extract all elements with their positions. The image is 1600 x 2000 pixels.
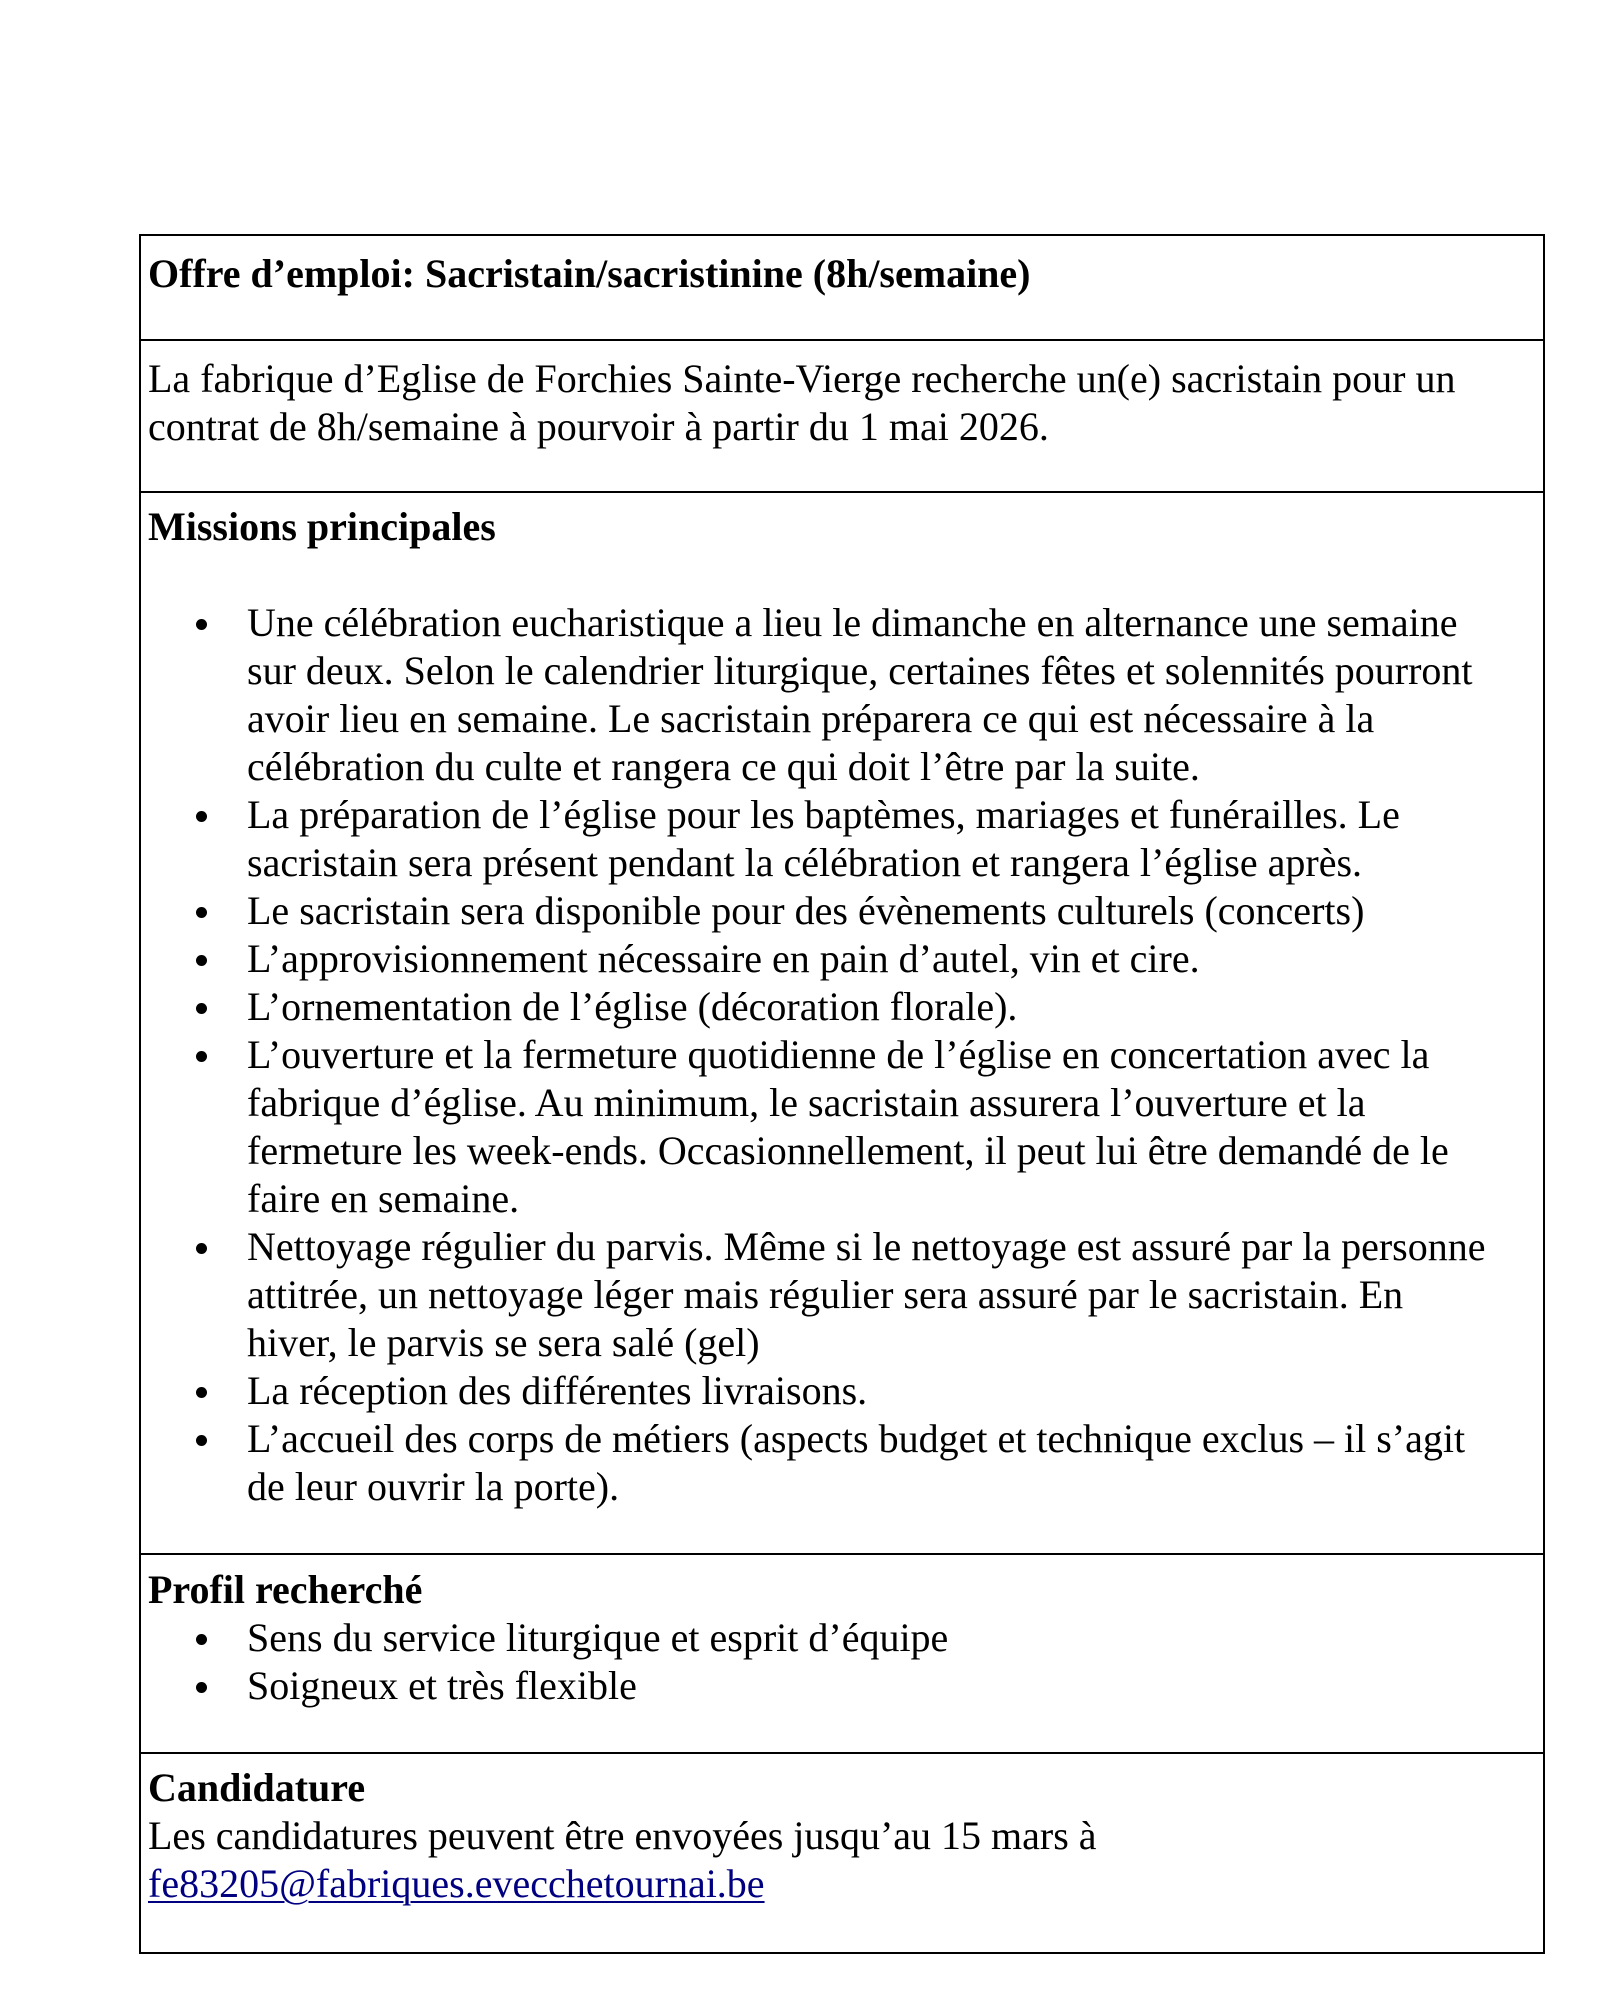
document-title: Offre d’emploi: Sacristain/sacristinine (8h/semaine) [148, 251, 1031, 296]
bullet-dot-icon [196, 1682, 207, 1693]
list-item-line: L’ouverture et la fermeture quotidienne de l’église en concertation avec la [247, 1032, 1430, 1077]
profile-heading: Profil recherché [148, 1567, 423, 1612]
bullet-dot-icon [196, 1243, 207, 1254]
job-offer-table [139, 234, 1545, 1954]
list-item-line: faire en semaine. [247, 1176, 520, 1221]
list-item-line: L’accueil des corps de métiers (aspects budget et technique exclus – il s’agit [247, 1416, 1466, 1461]
list-item-line: célébration du culte et rangera ce qui doit l’être par la suite. [247, 744, 1200, 789]
missions-row [141, 493, 1543, 1555]
intro-line: La fabrique d’Eglise de Forchies Sainte-Vierge recherche un(e) sacristain pour un [148, 356, 1456, 401]
list-item [148, 599, 1537, 791]
list-item-line: Le sacristain sera disponible pour des évènements culturels (concerts) [247, 888, 1365, 933]
list-item-line: La réception des différentes livraisons. [247, 1368, 868, 1413]
bullet-dot-icon [196, 1435, 207, 1446]
list-item [148, 935, 1537, 983]
bullet-dot-icon [196, 907, 207, 918]
bullet-dot-icon [196, 1003, 207, 1014]
list-item [148, 1367, 1537, 1415]
list-item [148, 1223, 1537, 1367]
list-item [148, 887, 1537, 935]
list-item-line: La préparation de l’église pour les baptèmes, mariages et funérailles. Le [247, 792, 1400, 837]
intro-row [141, 341, 1543, 493]
list-item-line: hiver, le parvis se sera salé (gel) [247, 1320, 760, 1365]
list-item [148, 791, 1537, 887]
title-row [141, 236, 1543, 341]
email-link[interactable]: fe83205@fabriques.evecchetournai.be [148, 1861, 765, 1906]
list-item [148, 1614, 1537, 1662]
list-item-line: L’ornementation de l’église (décoration florale). [247, 984, 1018, 1029]
list-item-line: de leur ouvrir la porte). [247, 1464, 620, 1509]
list-item-line: L’approvisionnement nécessaire en pain d’autel, vin et cire. [247, 936, 1200, 981]
application-heading: Candidature [148, 1765, 366, 1810]
profile-row [141, 1555, 1543, 1754]
list-item-line: Soigneux et très flexible [247, 1663, 637, 1708]
missions-heading: Missions principales [148, 504, 496, 549]
application-text: Les candidatures peuvent être envoyées jusqu’au 15 mars à [148, 1813, 1097, 1858]
profile-list [148, 1614, 1537, 1710]
bullet-dot-icon [196, 811, 207, 822]
bullet-dot-icon [196, 955, 207, 966]
intro-paragraph [148, 341, 1537, 451]
bullet-dot-icon [196, 1634, 207, 1645]
application-row [141, 1754, 1543, 1952]
list-item-line: attitrée, un nettoyage léger mais régulier sera assuré par le sacristain. En [247, 1272, 1404, 1317]
list-item-line: fermeture les week-ends. Occasionnellement, il peut lui être demandé de le [247, 1128, 1449, 1173]
list-item [148, 983, 1537, 1031]
list-item [148, 1662, 1537, 1710]
list-item-line: sacristain sera présent pendant la célébration et rangera l’église après. [247, 840, 1363, 885]
bullet-dot-icon [196, 619, 207, 630]
list-item-line: avoir lieu en semaine. Le sacristain préparera ce qui est nécessaire à la [247, 696, 1375, 741]
list-item-line: Une célébration eucharistique a lieu le dimanche en alternance une semaine [247, 600, 1458, 645]
list-item-line: sur deux. Selon le calendrier liturgique, certaines fêtes et solennités pourront [247, 648, 1473, 693]
list-item [148, 1415, 1537, 1511]
list-item-line: Sens du service liturgique et esprit d’équipe [247, 1615, 949, 1660]
list-item-line: Nettoyage régulier du parvis. Même si le nettoyage est assuré par la personne [247, 1224, 1486, 1269]
bullet-dot-icon [196, 1387, 207, 1398]
intro-line: contrat de 8h/semaine à pourvoir à partir du 1 mai 2026. [148, 404, 1049, 449]
missions-list [148, 599, 1537, 1511]
bullet-dot-icon [196, 1051, 207, 1062]
list-item [148, 1031, 1537, 1223]
list-item-line: fabrique d’église. Au minimum, le sacristain assurera l’ouverture et la [247, 1080, 1366, 1125]
